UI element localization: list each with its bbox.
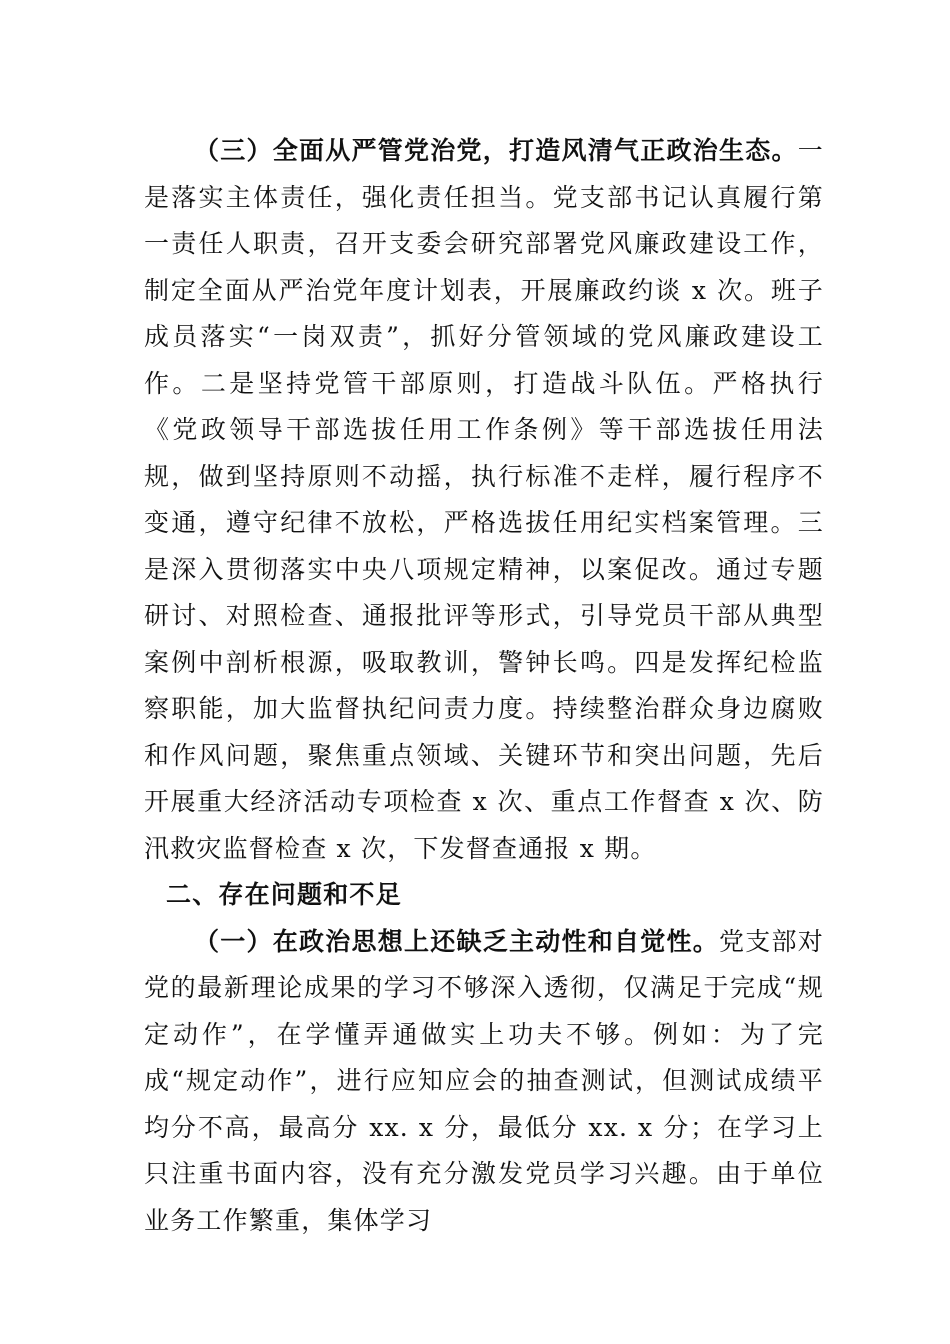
subsection-one-lead: （一）在政治思想上还缺乏主动性和自觉性。 xyxy=(194,926,720,956)
section-three-lead: （三）全面从严管党治党，打造风清气正政治生态。 xyxy=(194,136,798,165)
document-body xyxy=(144,128,824,1244)
heading-problems: 二、存在问题和不足 xyxy=(166,880,402,909)
subsection-one-body: 党支部对党的最新理论成果的学习不够深入透彻，仅满足于完成“规定动作”，在学懂弄通做实上功夫不够。例如：为了完成“规定动作”，进行应知应会的抽查测试，但测试成绩平均分不高，最高分 xx. x 分，最低分 xx. x 分；在学习上只注重书面内容，没有充分激发党员学习兴趣。由于单位业务工作繁重，集体学习 xyxy=(144,926,824,1235)
paragraph-section-three xyxy=(144,128,824,872)
section-three-body: 一是落实主体责任，强化责任担当。党支部书记认真履行第一责任人职责，召开支委会研究部署党风廉政建设工作，制定全面从严治党年度计划表，开展廉政约谈 x 次。班子成员落实“一岗双责”，抓好分管领域的党风廉政建设工作。二是坚持党管干部原则，打造战斗队伍。严格执行《党政领导干部选拔任用工作条例》等干部选拔任用法规，做到坚持原则不动摇，执行标准不走样，履行程序不变通，遵守纪律不放松，严格选拔任用纪实档案管理。三是深入贯彻落实中央八项规定精神，以案促改。通过专题研讨、对照检查、通报批评等形式，引导党员干部从典型案例中剖析根源，吸取教训，警钟长鸣。四是发挥纪检监察职能，加大监督执纪问责力度。持续整治群众身边腐败和作风问题，聚焦重点领域、关键环节和突出问题，先后开展重大经济活动专项检查 x 次、重点工作督查 x 次、防汛救灾监督检查 x 次，下发督查通报 x 期。 xyxy=(144,136,824,863)
paragraph-subsection-one xyxy=(144,919,824,1245)
